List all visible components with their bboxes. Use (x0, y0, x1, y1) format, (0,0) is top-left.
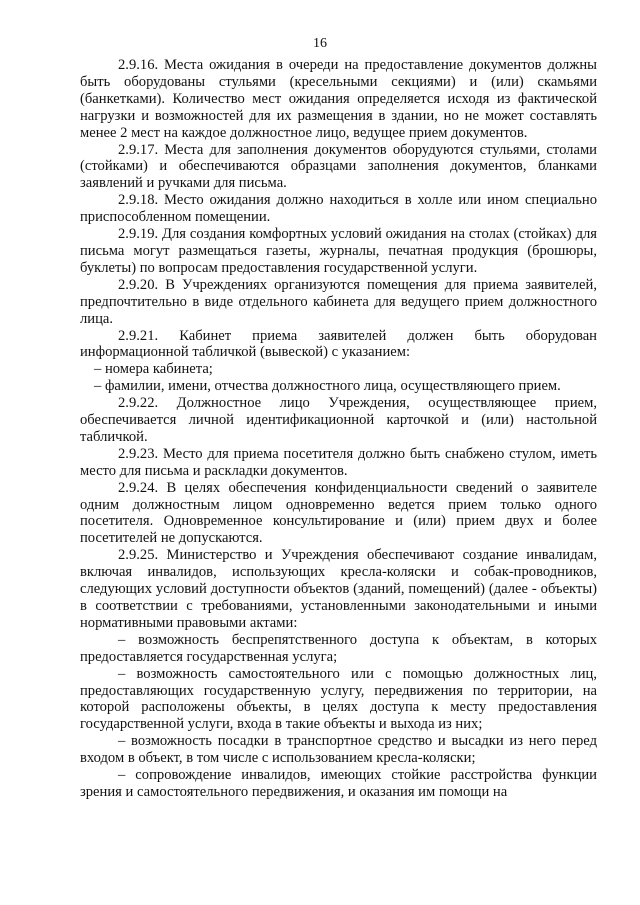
list-item-room-number: – номера кабинета; (94, 361, 213, 378)
paragraph-2-9-23: 2.9.23. Место для приема посетителя должно быть снабжено стулом, иметь место для письма и раскладки документов. (80, 445, 597, 479)
paragraph-2-9-21: 2.9.21. Кабинет приема заявителей должен быть оборудован информационной табличкой (вывеской) с указанием: (80, 327, 597, 361)
paragraph-2-9-17: 2.9.17. Места для заполнения документов оборудуются стульями, столами (стойками) и обеспечиваются образцами заполнения документов, бланками заявлений и ручками для письма. (80, 141, 597, 192)
paragraph-2-9-24: 2.9.24. В целях обеспечения конфиденциальности сведений о заявителе одним должностным лицом одновременно ведется прием только одного посетителя. Одновременное консультирование и (или) прием двух и более посетителей не допускаются. (80, 479, 597, 547)
list-item-independent-movement: – возможность самостоятельного или с помощью должностных лиц, предоставляющих государственную услугу, передвижения по территории, на которой расположены объекты, в целях доступа к месту предоставления государственной услуги, входа в такие объекты и выхода из них; (80, 665, 597, 733)
paragraph-2-9-19: 2.9.19. Для создания комфортных условий ожидания на столах (стойках) для письма могут размещаться газеты, журналы, печатная продукция (брошюры, буклеты) по вопросам предоставления государственной услуги. (80, 226, 597, 276)
list-item-official-name: – фамилии, имени, отчества должностного лица, осуществляющего прием. (94, 378, 561, 395)
paragraph-2-9-22: 2.9.22. Должностное лицо Учреждения, осуществляющее прием, обеспечивается личной идентификационной карточкой и (или) настольной табличкой. (80, 395, 597, 445)
list-item-unobstructed-access: – возможность беспрепятственного доступа к объектам, в которых предоставляется государственная услуга; (80, 631, 597, 665)
page-number: 16 (313, 36, 327, 51)
document-body (80, 57, 597, 801)
list-item-vehicle-boarding: – возможность посадки в транспортное средство и высадки из него перед входом в объект, в том числе с использованием кресла-коляски; (80, 733, 597, 767)
paragraph-2-9-20: 2.9.20. В Учреждениях организуются помещения для приема заявителей, предпочтительно в виде отдельного кабинета для ведущего прием должностного лица. (80, 276, 597, 327)
paragraph-2-9-25: 2.9.25. Министерство и Учреждения обеспечивают создание инвалидам, включая инвалидов, использующих кресла-коляски и собак-проводников, следующих условий доступности объектов (зданий, помещений) (далее - объекты) в соответствии с требованиями, установленными законодательными и иными нормативными правовыми актами: (80, 547, 597, 631)
paragraph-2-9-16: 2.9.16. Места ожидания в очереди на предоставление документов должны быть оборудованы стульями (кресельными секциями) и (или) скамьями (банкетками). Количество мест ожидания определяется исходя из фактической нагрузки и возможностей для их размещения в здании, но не может составлять менее 2 мест на каждое должностное лицо, ведущее прием документов. (80, 57, 597, 141)
paragraph-2-9-18: 2.9.18. Место ожидания должно находиться в холле или ином специально приспособленном помещении. (80, 192, 597, 226)
list-item-escort-assistance: – сопровождение инвалидов, имеющих стойкие расстройства функции зрения и самостоятельного передвижения, и оказания им помощи на (80, 767, 597, 800)
